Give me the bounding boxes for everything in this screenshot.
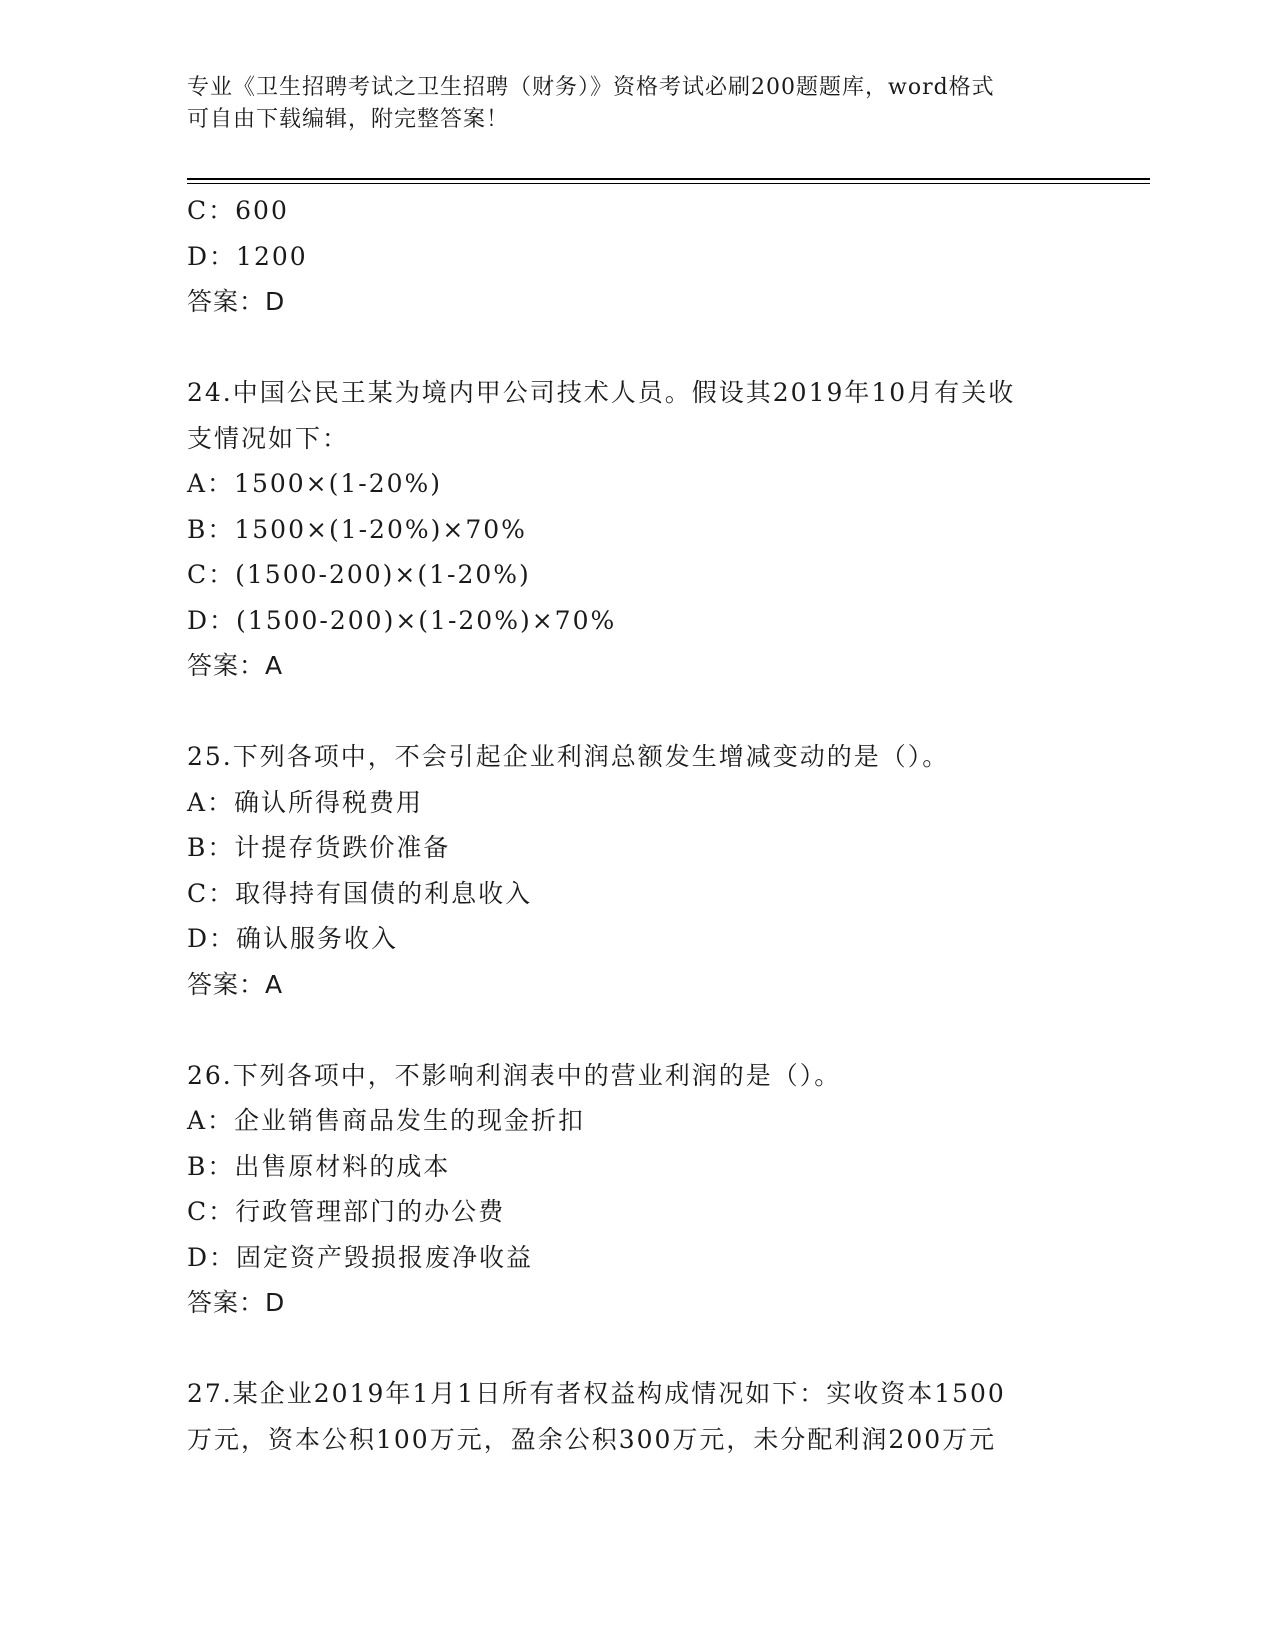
option-b: B：1500×(1-20%)×70% [187, 514, 527, 544]
header-divider-thin [187, 183, 1150, 184]
option-d: D：确认服务收入 [187, 924, 399, 953]
option-c: C：600 [187, 196, 289, 225]
document-header [187, 72, 1067, 136]
header-line-2: 可自由下载编辑，附完整答案！ [187, 107, 510, 132]
answer-line: 答案：A [187, 651, 284, 680]
option-b: B：出售原材料的成本 [187, 1151, 451, 1181]
option-a: A：确认所得税费用 [187, 787, 424, 817]
answer-line: 答案：A [187, 969, 284, 999]
option-b: B：计提存货跌价准备 [187, 833, 451, 862]
option-d: D：(1500-200)×(1-20%)×70% [187, 605, 617, 635]
option-a: A：1500×(1-20%) [187, 469, 443, 498]
option-d: D：固定资产毁损报废净收益 [187, 1242, 534, 1272]
question-stem-continued: 万元，资本公积100万元，盈余公积300万元，未分配利润200万元 [187, 1424, 997, 1454]
question-stem-continued: 支情况如下： [187, 423, 350, 453]
option-a: A：企业销售商品发生的现金折扣 [187, 1106, 586, 1135]
header-line-1: 专业《卫生招聘考试之卫生招聘（财务）》资格考试必刷200题题库，word格式 [187, 75, 995, 100]
option-c: C：行政管理部门的办公费 [187, 1197, 506, 1226]
document-body [187, 188, 1087, 1462]
answer-line: 答案：D [187, 287, 286, 316]
question-stem: 27.某企业2019年1月1日所有者权益构成情况如下：实收资本1500 [187, 1379, 1006, 1408]
option-c: C：取得持有国债的利息收入 [187, 878, 533, 908]
question-25 [187, 734, 1087, 1007]
question-26 [187, 1053, 1087, 1326]
header-divider-thick [187, 178, 1150, 180]
option-c: C：(1500-200)×(1-20%) [187, 560, 531, 589]
question-stem: 26.下列各项中，不影响利润表中的营业利润的是（）。 [187, 1060, 842, 1090]
question-27 [187, 1371, 1087, 1462]
question-24 [187, 370, 1087, 689]
option-d: D：1200 [187, 241, 308, 271]
question-stem: 25.下列各项中，不会引起企业利润总额发生增减变动的是（）。 [187, 742, 950, 771]
question-stem: 24.中国公民王某为境内甲公司技术人员。假设其2019年10月有关收 [187, 378, 1016, 407]
answer-line: 答案：D [187, 1288, 286, 1317]
question-23-tail [187, 188, 1087, 325]
